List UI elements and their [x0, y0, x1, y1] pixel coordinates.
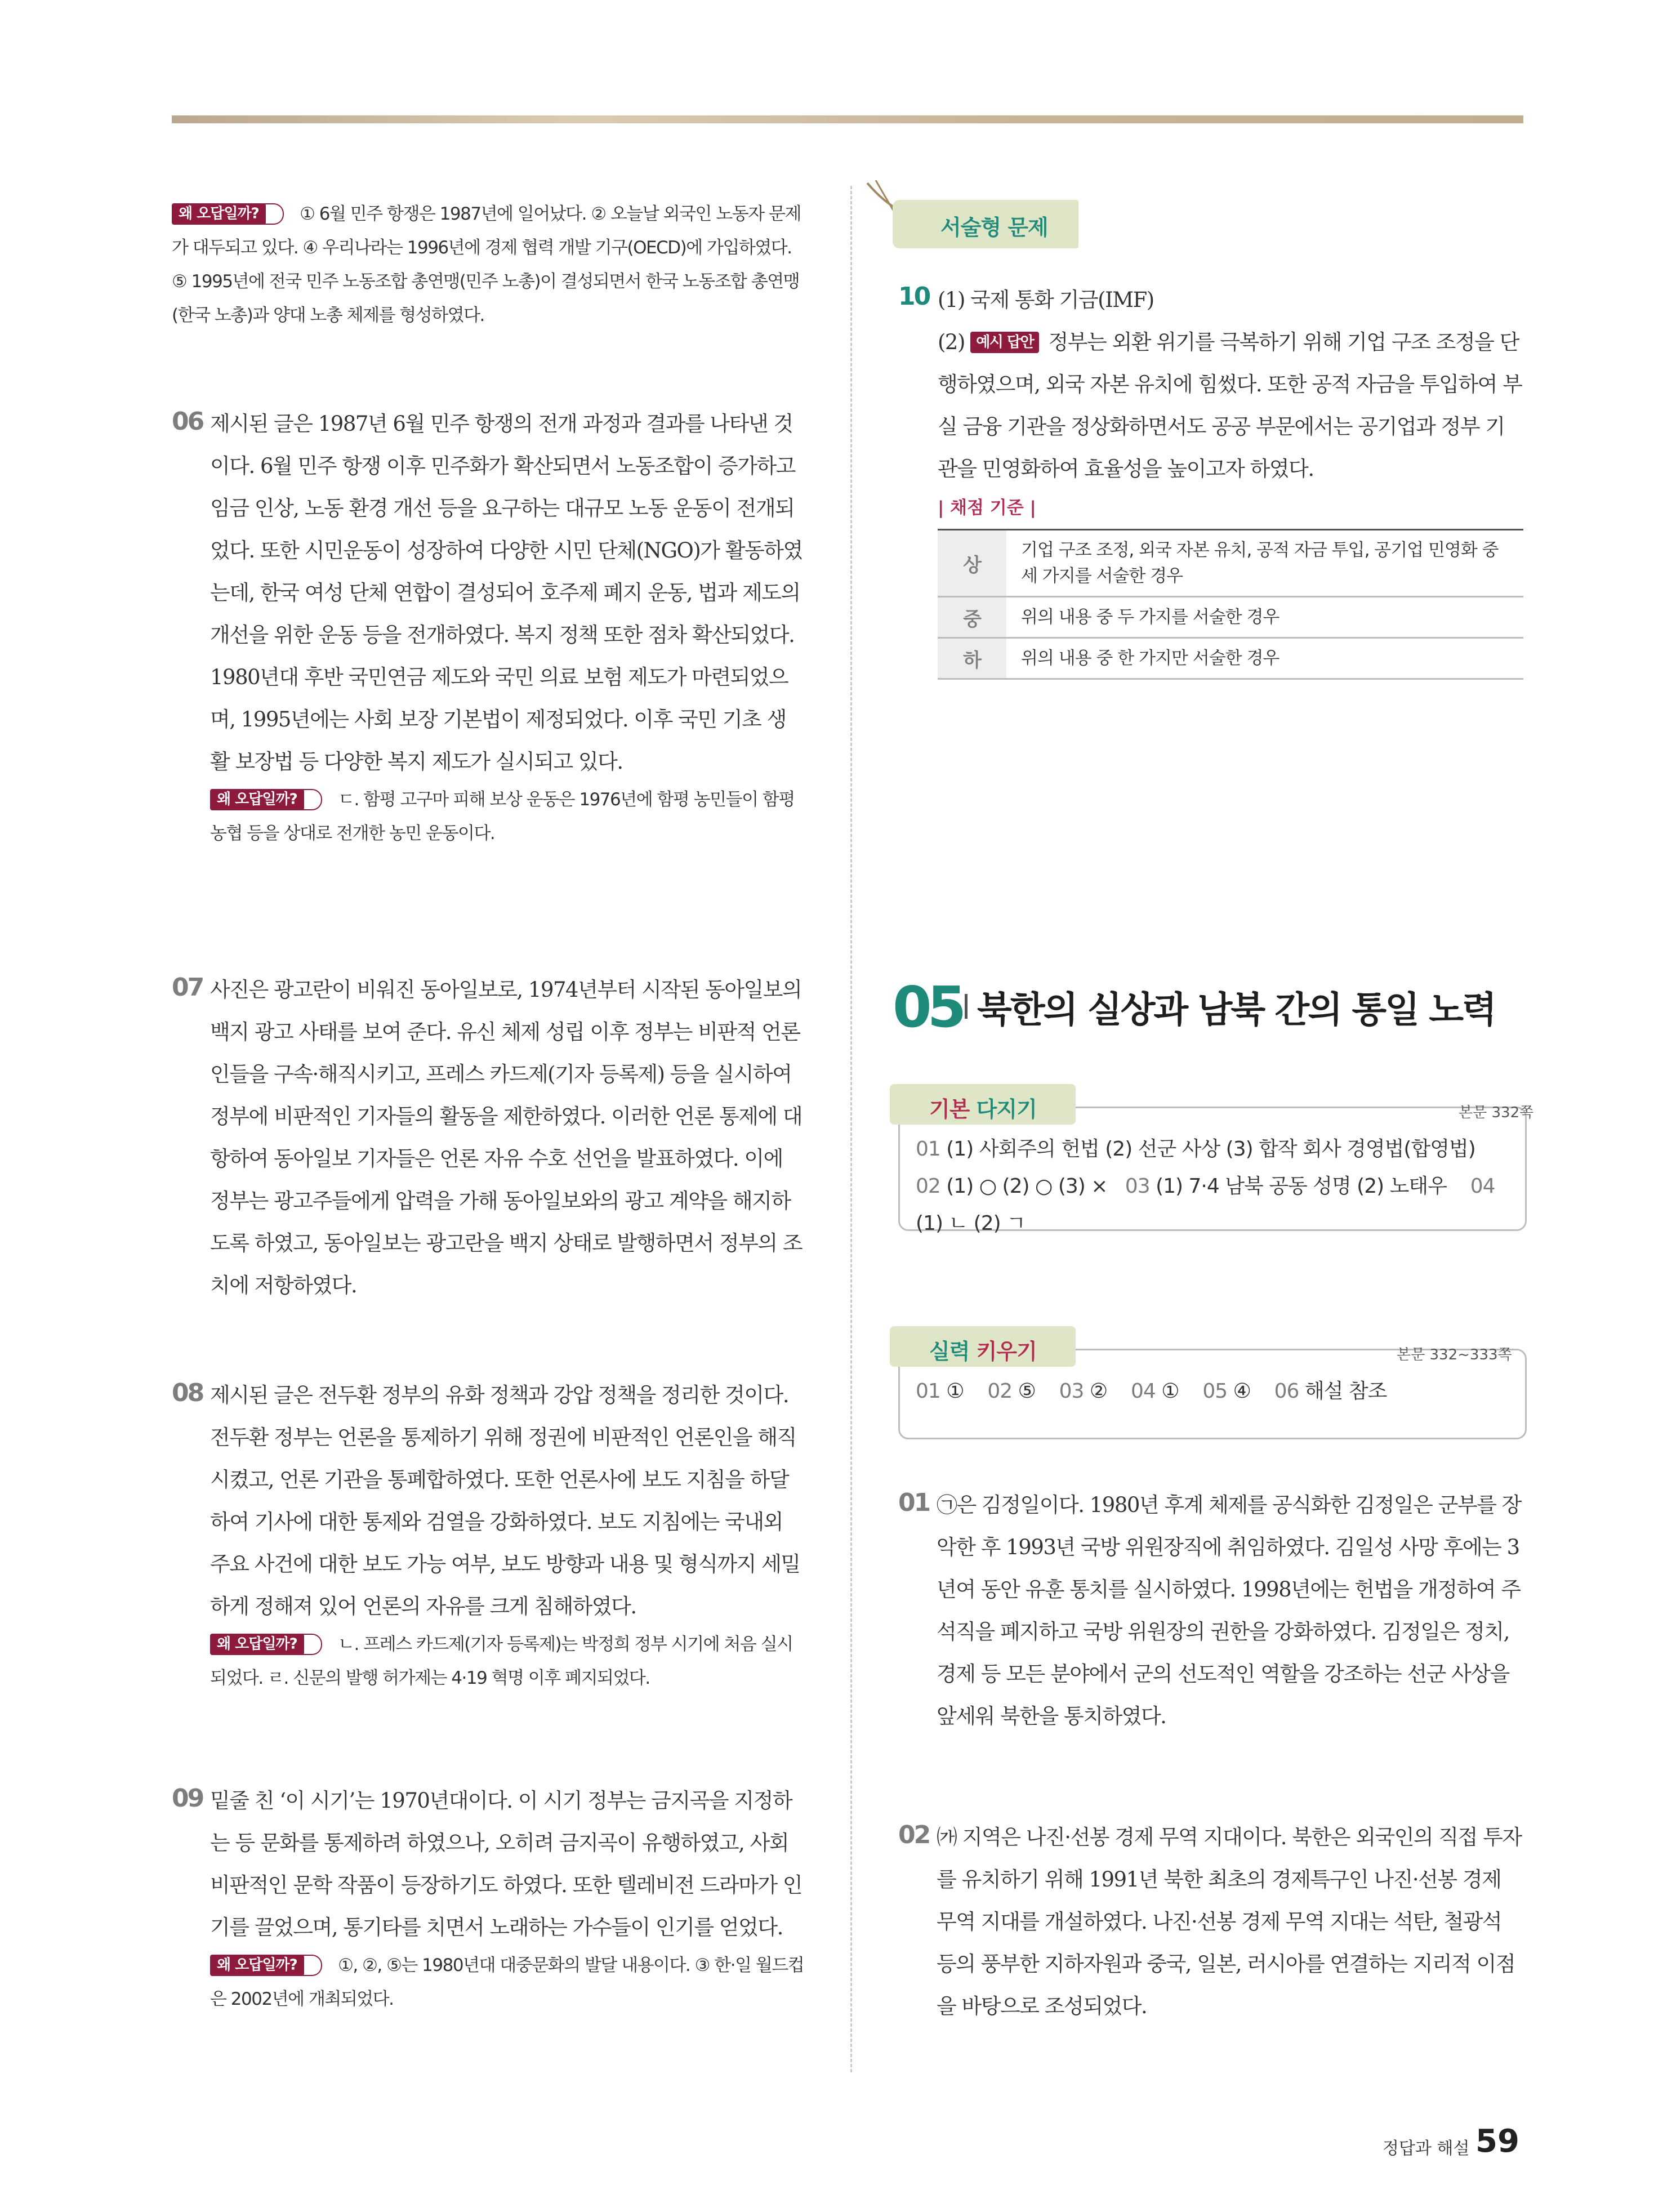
answer-num: 01: [916, 1380, 940, 1403]
section-title-bar: [965, 994, 968, 1019]
example-answer-tag: 예시 답안: [970, 332, 1039, 353]
item-text: 사진은 광고란이 비워진 동아일보로, 1974년부터 시작된 동아일보의 백지 광고 사태를 보여 준다. 유신 체제 성립 이후 정부는 비판적 언론인들을 구속·해직시키고, 프레스 카드제(기자 등록제) 등을 실시하여 정부에 비판적인 기자들의 활동을 제한하였다. 이러한 언론 통제에 대항하여 동아일보 기자들은 언론 자유 수호 선언을 발표하였다. 이에 정부는 광고주들에게 압력을 가해 동아일보와의 광고 계약을 해지하도록 하였고, 동아일보는 광고란을 백지 상태로 발행하면서 정부의 조치에 저항하였다.: [210, 978, 803, 1297]
answer-num: 03: [1059, 1380, 1084, 1403]
basic-answers: [916, 1131, 1513, 1242]
answer-text: ④: [1233, 1380, 1251, 1403]
top-decorative-bar: [172, 115, 1523, 123]
item-number: 09: [172, 1784, 203, 1813]
part-prefix: (2): [938, 330, 965, 354]
item-number: 07: [172, 973, 203, 1002]
criteria-row: [938, 530, 1523, 597]
tab-label-a: 기본: [929, 1097, 970, 1122]
answer-text: ①: [1161, 1380, 1179, 1403]
item-note: [210, 1627, 805, 1695]
page-number: 59: [1475, 2123, 1519, 2160]
section-number: 05: [893, 974, 962, 1040]
criteria-desc: 위의 내용 중 한 가지만 서술한 경우: [1006, 638, 1523, 679]
part2-text: 정부는 외환 위기를 극복하기 위해 기업 구조 조정을 단행하였으며, 외국 자본 유치에 힘썼다. 또한 공적 자금을 투입하여 부실 금융 기관을 정상화하면서도 공공 부문에서는 공기업과 정부 기관을 민영화하여 효율성을 높이고자 하였다.: [938, 330, 1522, 481]
item-text: 밑줄 친 ‘이 시기’는 1970년대이다. 이 시기 정부는 금지곡을 지정하는 등 문화를 통제하려 하였으나, 오히려 금지곡이 유행하였고, 사회 비판적인 문학 작품이 등장하기도 하였다. 또한 텔레비전 드라마가 인기를 끌었으며, 통기타를 치면서 노래하는 가수들이 인기를 얻었다.: [210, 1789, 803, 1939]
section-title: [893, 974, 1523, 1047]
answer-num: 04: [1130, 1380, 1156, 1403]
answer-num: 04: [1470, 1175, 1495, 1198]
criteria-label: | 채점 기준 |: [938, 498, 1036, 518]
criteria-row: [938, 638, 1523, 679]
basic-line-2: [916, 1168, 1513, 1205]
item-number: 08: [172, 1379, 203, 1407]
answer-text: (1) 7·4 남북 공동 성명 (2) 노태우: [1156, 1175, 1447, 1198]
section-heading: 북한의 실상과 남북 간의 통일 노력: [977, 989, 1495, 1031]
why-wrong-badge: 왜 오답일까?: [210, 789, 304, 810]
essay-ribbon-label: 서술형 문제: [940, 215, 1048, 240]
why-wrong-badge: 왜 오답일까?: [172, 203, 266, 225]
answer-text: ①: [946, 1380, 964, 1403]
note-text: ① 6월 민주 항쟁은 1987년에 일어났다. ② 오늘날 외국인 노동자 문제가 대두되고 있다. ④ 우리나라는 1996년에 경제 협력 개발 기구(OECD)에 가입하였다. ⑤ 1995년에 전국 민주 노동조합 총연맹(민주 노총)이 결성되면서 한국 노동조합 총연맹(한국 노총)과 양대 노총 체제를 형성하였다.: [172, 204, 801, 325]
criteria-table: [938, 529, 1523, 680]
basic-page-ref: 본문 332쪽: [1459, 1104, 1534, 1121]
answer-item-09: [172, 1780, 805, 2016]
answer-item-08: [172, 1374, 805, 1695]
tab-label-b: 다지기: [976, 1097, 1037, 1122]
note-text: ㄴ. 프레스 카드제(기자 등록제)는 박정희 정부 시기에 처음 실시되었다. ㄹ. 신문의 발행 허가제는 4·19 혁명 이후 폐지되었다.: [210, 1634, 793, 1688]
essay-item-10: [898, 279, 1523, 680]
answer-text: ②: [1089, 1380, 1108, 1403]
note-text: ㄷ. 함평 고구마 피해 보상 운동은 1976년에 함평 농민들이 함평 농협 등을 상대로 전개한 농민 운동이다.: [210, 790, 795, 844]
criteria-row: [938, 597, 1523, 638]
tab-label-a: 실력: [929, 1339, 970, 1364]
criteria-grade: 상: [938, 530, 1006, 597]
practice-tab: [890, 1326, 1076, 1367]
practice-tab-label: [929, 1334, 1037, 1365]
criteria-desc: 위의 내용 중 두 가지를 서술한 경우: [1006, 597, 1523, 638]
answer-num: 05: [1202, 1380, 1228, 1403]
why-wrong-badge: 왜 오답일까?: [210, 1634, 304, 1655]
item-text: ㉠은 김정일이다. 1980년 후계 체제를 공식화한 김정일은 군부를 장악한 후 1993년 국방 위원장직에 취임하였다. 김일성 사망 후에는 3년여 동안 유훈 통치를 실시하였다. 1998년에는 헌법을 개정하여 주석직을 폐지하고 국방 위원장의 권한을 강화하였다. 김정일은 정치, 경제 등 모든 분야에서 군의 선도적인 역할을 강조하는 선군 사상을 앞세워 북한을 통치하였다.: [937, 1493, 1521, 1728]
item-text: 제시된 글은 전두환 정부의 유화 정책과 강압 정책을 정리한 것이다. 전두환 정부는 언론을 통제하기 위해 정권에 비판적인 언론인을 해직시켰고, 언론 기관을 통폐합하였다. 또한 언론사에 보도 지침을 하달하여 기사에 대한 통제와 검열을 강화하였다. 보도 지침에는 국내외 주요 사건에 대한 보도 가능 여부, 보도 방향과 내용 및 형식까지 세밀하게 정해져 있어 언론의 자유를 크게 침해하였다.: [210, 1383, 800, 1618]
column-divider: [850, 186, 852, 2072]
criteria-grade: 중: [938, 597, 1006, 638]
answer-num: 03: [1125, 1175, 1150, 1198]
item-number: 02: [898, 1821, 930, 1849]
item-note: [210, 783, 805, 850]
answer-text: (1) ㄴ (2) ㄱ: [916, 1212, 1026, 1235]
basic-answers-box: [898, 1107, 1527, 1235]
basic-line-1: [916, 1131, 1513, 1168]
footer-label: 정답과 해설: [1383, 2139, 1470, 2159]
note-text: ①, ②, ⑤는 1980년대 대중문화의 발달 내용이다. ③ 한·일 월드컵은 2002년에 개최되었다.: [210, 1955, 804, 2009]
item-number: 10: [898, 282, 930, 311]
item-number: 06: [172, 407, 203, 436]
essay-part2: [938, 321, 1523, 490]
answer-item-07: [172, 969, 805, 1306]
criteria-grade: 하: [938, 638, 1006, 679]
essay-part1: (1) 국제 통화 기금(IMF): [938, 288, 1154, 312]
practice-page-ref: 본문 332~333쪽: [1397, 1346, 1512, 1363]
criteria-desc: 기업 구조 조정, 외국 자본 유치, 공적 자금 투입, 공기업 민영화 중 세 가지를 서술한 경우: [1006, 530, 1523, 597]
basic-tab-label: [929, 1092, 1037, 1123]
basic-tab: [890, 1084, 1076, 1125]
answer-item-06: [172, 403, 805, 850]
answer-num: 01: [916, 1138, 940, 1161]
practice-answers: [916, 1373, 1513, 1410]
item-number: 01: [898, 1488, 930, 1517]
answer-num: 06: [1274, 1380, 1299, 1403]
answer-text: 해설 참조: [1304, 1380, 1387, 1403]
answer-text: (1) 사회주의 헌법 (2) 선군 사상 (3) 합작 회사 경영법(합영법): [946, 1138, 1475, 1161]
answer-num: 02: [987, 1380, 1013, 1403]
answer-text: ⑤: [1018, 1380, 1036, 1403]
answer-text: (1) ○ (2) ○ (3) ×: [946, 1175, 1108, 1198]
answer-item-r01: [898, 1484, 1523, 1737]
essay-ribbon: [893, 200, 1078, 248]
why-wrong-badge: 왜 오답일까?: [210, 1955, 304, 1976]
answer-num: 02: [916, 1175, 940, 1198]
answer-item-r02: [898, 1816, 1523, 2027]
item-text: 제시된 글은 1987년 6월 민주 항쟁의 전개 과정과 결과를 나타낸 것이다. 6월 민주 항쟁 이후 민주화가 확산되면서 노동조합이 증가하고 임금 인상, 노동 환경 개선 등을 요구하는 대규모 노동 운동이 전개되었다. 또한 시민운동이 성장하여 다양한 시민 단체(NGO)가 활동하였는데, 한국 여성 단체 연합이 결성되어 호주제 폐지 운동, 법과 제도의 개선을 위한 운동 등을 전개하였다. 복지 정책 또한 점차 확산되었다. 1980년대 후반 국민연금 제도와 국민 의료 보험 제도가 마련되었으며, 1995년에는 사회 보장 기본법이 제정되었다. 이후 국민 기초 생활 보장법 등 다양한 복지 제도가 실시되고 있다.: [210, 412, 803, 774]
basic-line-3: [916, 1205, 1513, 1242]
item-note: [210, 1948, 805, 2016]
item-text: ㈎ 지역은 나진·선봉 경제 무역 지대이다. 북한은 외국인의 직접 투자를 유치하기 위해 1991년 북한 최초의 경제특구인 나진·선봉 경제 무역 지대를 개설하였다. 나진·선봉 경제 무역 지대는 석탄, 철광석 등의 풍부한 지하자원과 중국, 일본, 러시아를 연결하는 지리적 이점을 바탕으로 조성되었다.: [937, 1825, 1522, 2018]
tab-label-b: 키우기: [976, 1339, 1037, 1364]
note-q05: [172, 197, 805, 332]
